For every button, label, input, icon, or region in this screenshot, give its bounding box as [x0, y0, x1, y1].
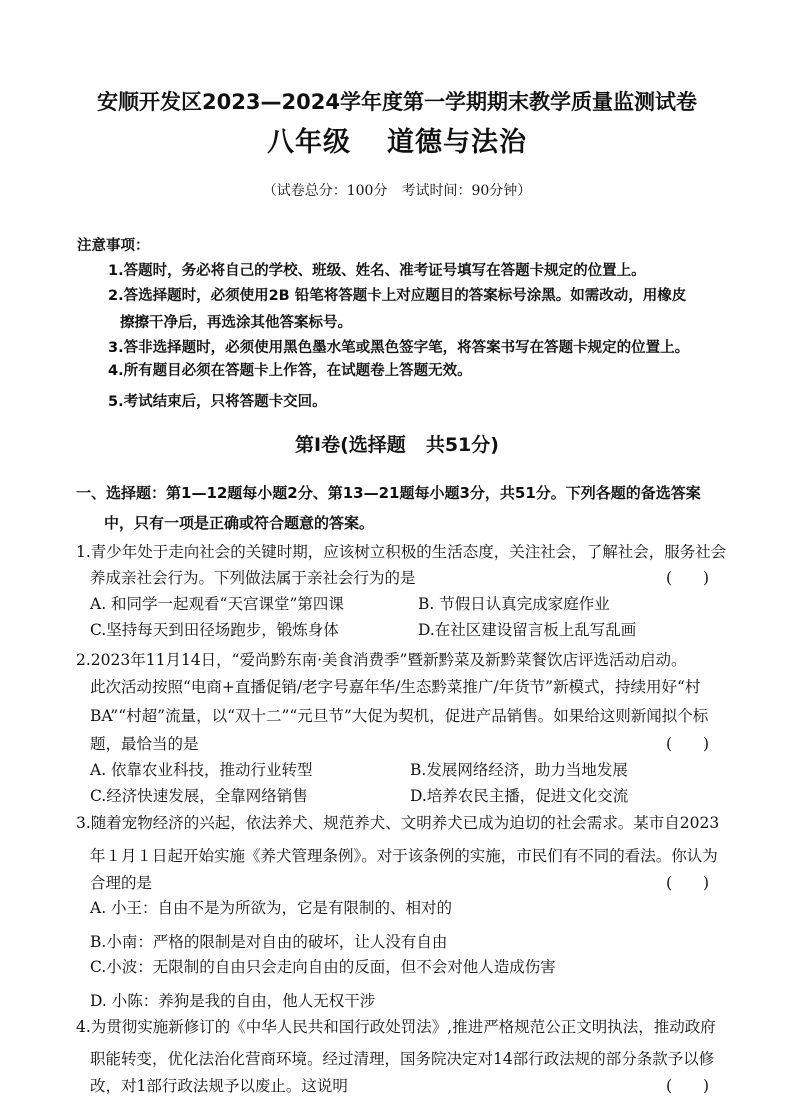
question-2-option-b: B.发展网络经济，助力当地发展 [410, 761, 628, 779]
answer-parenthesis: ( ) [666, 735, 710, 753]
grade-subject-title [0, 120, 794, 159]
question-2-option-c: C.经济快速发展，全靠网络销售 [90, 787, 308, 805]
note-item: 3.答非选择题时，必须使用黑色墨水笔或黑色签字笔，将答案书写在答题卡规定的位置上。 [108, 340, 690, 356]
note-item: 4.所有题目必须在答题卡上作答，在试题卷上答题无效。 [108, 363, 472, 379]
answer-parenthesis: ( ) [666, 1077, 710, 1095]
question-3-line: 年１月１日起开始实施《养犬管理条例》。对于该条例的实施，市民们有不同的看法。你认为 [90, 847, 718, 865]
subject-label: 道德与法治 [387, 127, 527, 158]
question-1-option-a: A. 和同学一起观看“天宫课堂”第四课 [90, 595, 344, 613]
question-1-option-d: D.在社区建设留言板上乱写乱画 [418, 621, 637, 639]
instructions-line: 中，只有一项是正确或符合题意的答案。 [104, 514, 375, 532]
instructions-line: 一、选择题：第1—12题每小题2分、第13—21题每小题3分，共51分。下列各题的备选答案 [76, 484, 701, 502]
question-2-line: BA”“村超”流量，以“双十二”“元旦节”大促为契机，促进产品销售。如果给这则新闻拟个标 [90, 707, 709, 725]
question-1-line: 1.青少年处于走向社会的关键时期，应该树立积极的生活态度，关注社会，了解社会，服务社会 [76, 543, 727, 561]
note-item: 5.考试结束后，只将答题卡交回。 [108, 394, 327, 410]
grade-label: 八年级 [267, 127, 351, 158]
question-3-option-b: B.小南：严格的限制是对自由的破坏，让人没有自由 [90, 933, 448, 951]
question-3-option-c: C.小波：无限制的自由只会走向自由的反面，但不会对他人造成伤害 [90, 958, 556, 976]
question-4-line: 4.为贯彻实施新修订的《中华人民共和国行政处罚法》,推进严格规范公正文明执法，推动政府 [76, 1018, 716, 1036]
question-1-line: 养成亲社会行为。下列做法属于亲社会行为的是 [90, 569, 416, 587]
question-2-line: 此次活动按照“电商+直播促销/老字号嘉年华/生态黔菜推广/年货节”新模式，持续用好“村 [90, 678, 701, 696]
question-3-option-a: A. 小王：自由不是为所欲为，它是有限制的、相对的 [90, 899, 453, 917]
section-title: 第Ⅰ卷(选择题 共51分) [295, 434, 499, 456]
question-3-line: 合理的是 [90, 874, 153, 892]
note-item: 2.答选择题时，必须使用2B 铅笔将答题卡上对应题目的答案标号涂黑。如需改动，用橡皮 [108, 288, 687, 304]
note-item: 1.答题时，务必将自己的学校、班级、姓名、准考证号填写在答题卡规定的位置上。 [108, 263, 646, 279]
question-2-option-a: A. 依靠农业科技，推动行业转型 [90, 761, 313, 779]
question-3-line: 3.随着宠物经济的兴起，依法养犬、规范养犬、文明养犬已成为迫切的社会需求。某市自2023 [76, 814, 720, 832]
question-3-option-d: D. 小陈：养狗是我的自由，他人无权干涉 [90, 992, 376, 1010]
exam-title: 安顺开发区2023—2024学年度第一学期期末教学质量监测试卷 [97, 90, 697, 114]
question-1-option-b: B. 节假日认真完成家庭作业 [418, 595, 610, 613]
answer-parenthesis: ( ) [666, 569, 710, 587]
question-2-line: 2.2023年11月14日，“爱尚黔东南·美食消费季”暨新黔菜及新黔菜餐饮店评选活动启动。 [76, 651, 687, 669]
question-4-line: 改，对1部行政法规予以废止。这说明 [90, 1077, 348, 1095]
question-2-option-d: D.培养农民主播，促进文化交流 [410, 787, 629, 805]
note-item: 擦擦干净后，再选涂其他答案标号。 [120, 315, 352, 331]
answer-parenthesis: ( ) [666, 874, 710, 892]
exam-info: （试卷总分：100分 考试时间：90分钟） [262, 183, 532, 199]
notes-heading: 注意事项： [77, 238, 150, 254]
question-2-line: 题，最恰当的是 [90, 735, 199, 753]
question-4-line: 职能转变，优化法治化营商环境。经过清理，国务院决定对14部行政法规的部分条款予以修 [90, 1050, 715, 1068]
question-1-option-c: C.坚持每天到田径场跑步，锻炼身体 [90, 621, 339, 639]
